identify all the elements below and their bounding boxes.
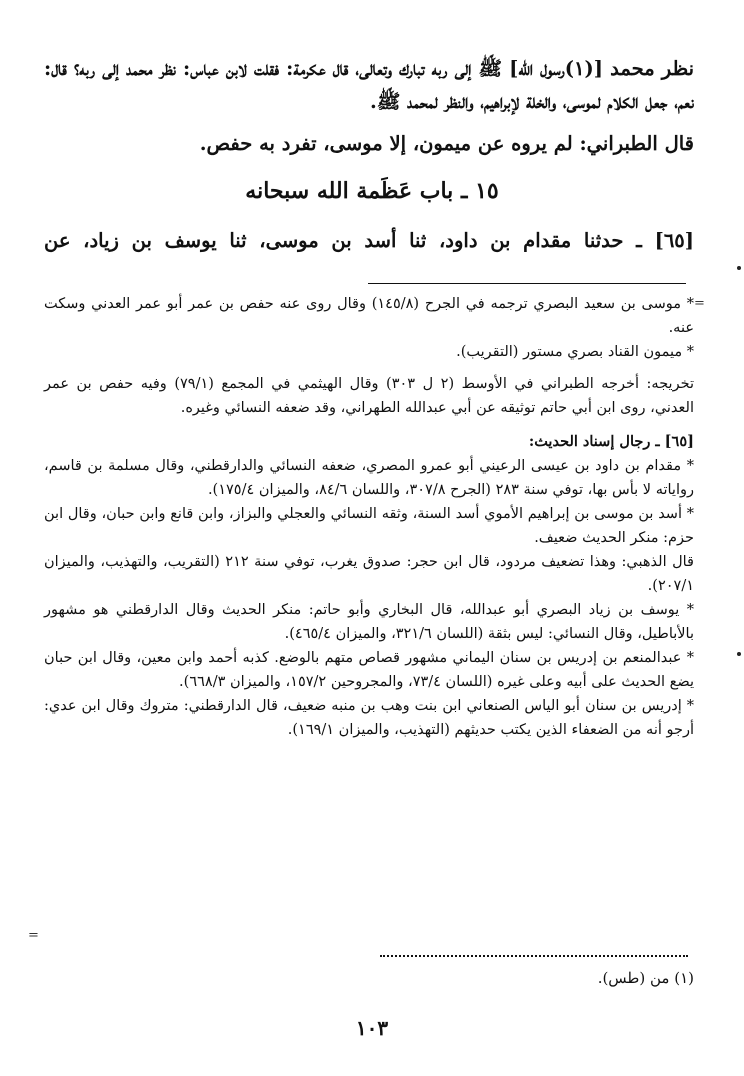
note-entry: قال الذهبي: وهذا تضعيف مردود، قال ابن حجر: صدوق يغرب، توفي سنة ٢١٢ (التقريب، والتهذيب، والميزان ٢٠٧/١). bbox=[44, 554, 694, 594]
note-entry: * مقدام بن داود بن عيسى الرعيني أبو عمرو المصري، ضعفه النسائي والدارقطني، وقال مسلمة بن قاسم، رواياته لا بأس بها، توفي سنة ٢٨٣ (الجرح ٣٠٧/٨، واللسان ٨٤/٦، والميزان ١٧٥/٤). bbox=[44, 458, 694, 498]
note-entry: * يوسف بن زياد البصري أبو عبدالله، قال البخاري وأبو حاتم: منكر الحديث وقال الدارقطني هو مشهور بالأباطيل، وقال النسائي: ليس بثقة (اللسان ٣٢١/٦، والميزان ٤٦٥/٤). bbox=[44, 602, 694, 642]
main-paragraph-2: قال الطبراني: لم يروه عن ميمون، إلا موسى، تفرد به حفص. bbox=[199, 132, 694, 155]
note-entry: * عبدالمنعم بن إدريس بن سنان اليماني مشهور قصاص متهم بالوضع. كذبه أحمد وابن معين، وقال ابن حبان يضع الحديث على أبيه وعلى غيره (اللسان ٧٣/٤، والمجروحين ١٥٧/٢، والميزان ٦٦٨/٣). bbox=[44, 650, 694, 690]
hadith-text: [٦٥] ـ حدثنا مقدام بن داود، ثنا أسد بن موسى، ثنا يوسف بن زياد، عن bbox=[44, 229, 694, 252]
note-entry: * ميمون القناد بصري مستور (التقريب). bbox=[456, 344, 694, 360]
margin-mark: = bbox=[28, 928, 39, 943]
chapter-title: ١٥ ـ باب عَظَمة الله سبحانه bbox=[245, 178, 499, 204]
note-takhrij: تخريجه: أخرجه الطبراني في الأوسط (٢ ل ٣٠٣) وقال الهيثمي في المجمع (٧٩/١) وفيه حفص بن عمر العدني، روى ابن أبي حاتم توثيقه عن أبي عبدالله الطهراني، وقد ضعفه النسائي وغيره. bbox=[44, 376, 694, 416]
margin-dot bbox=[737, 652, 741, 656]
footnote-separator bbox=[368, 283, 686, 284]
page-number: ١٠٣ bbox=[355, 1016, 389, 1040]
footnote-dotted-rule bbox=[380, 955, 688, 957]
note-entry: * أسد بن موسى بن إبراهيم الأموي أسد السنة، وثقه النسائي والعجلي والبزاز، وابن قانع وابن حبان، وقال ابن حزم: منكر الحديث ضعيف. bbox=[44, 506, 694, 546]
margin-dot bbox=[737, 266, 741, 270]
footnote: (١) من (طس). bbox=[597, 969, 694, 987]
main-paragraph-1: نظر محمد [(١)رسول الله] ﷺ إلى ربه تبارك وتعالى، قال عكرمة: فقلت لابن عباس: نظر محمد إلى ربه؟ قال: نعم، جعل الكلام لموسى، والخلة لإبراهيم، والنظر لمحمد ﷺ. bbox=[44, 57, 694, 113]
commentary-notes bbox=[44, 292, 694, 742]
note-entry: * إدريس بن سنان أبو الياس الصنعاني ابن بنت وهب بن منبه ضعيف، قال الدارقطني: متروك وقال ابن عدي: أرجو أنه من الضعفاء الذين يكتب حديثهم (التهذيب، والميزان ١٦٩/١). bbox=[44, 698, 694, 738]
main-text bbox=[44, 52, 694, 160]
note-entry: * موسى بن سعيد البصري ترجمه في الجرح (١٤٥/٨) وقال روى عنه حفص بن عمر أبو عمر العدني وسكت عنه. bbox=[44, 296, 694, 336]
note-section-heading: [٦٥] ـ رجال إسناد الحديث: bbox=[528, 433, 694, 450]
margin-mark: = bbox=[694, 296, 705, 311]
